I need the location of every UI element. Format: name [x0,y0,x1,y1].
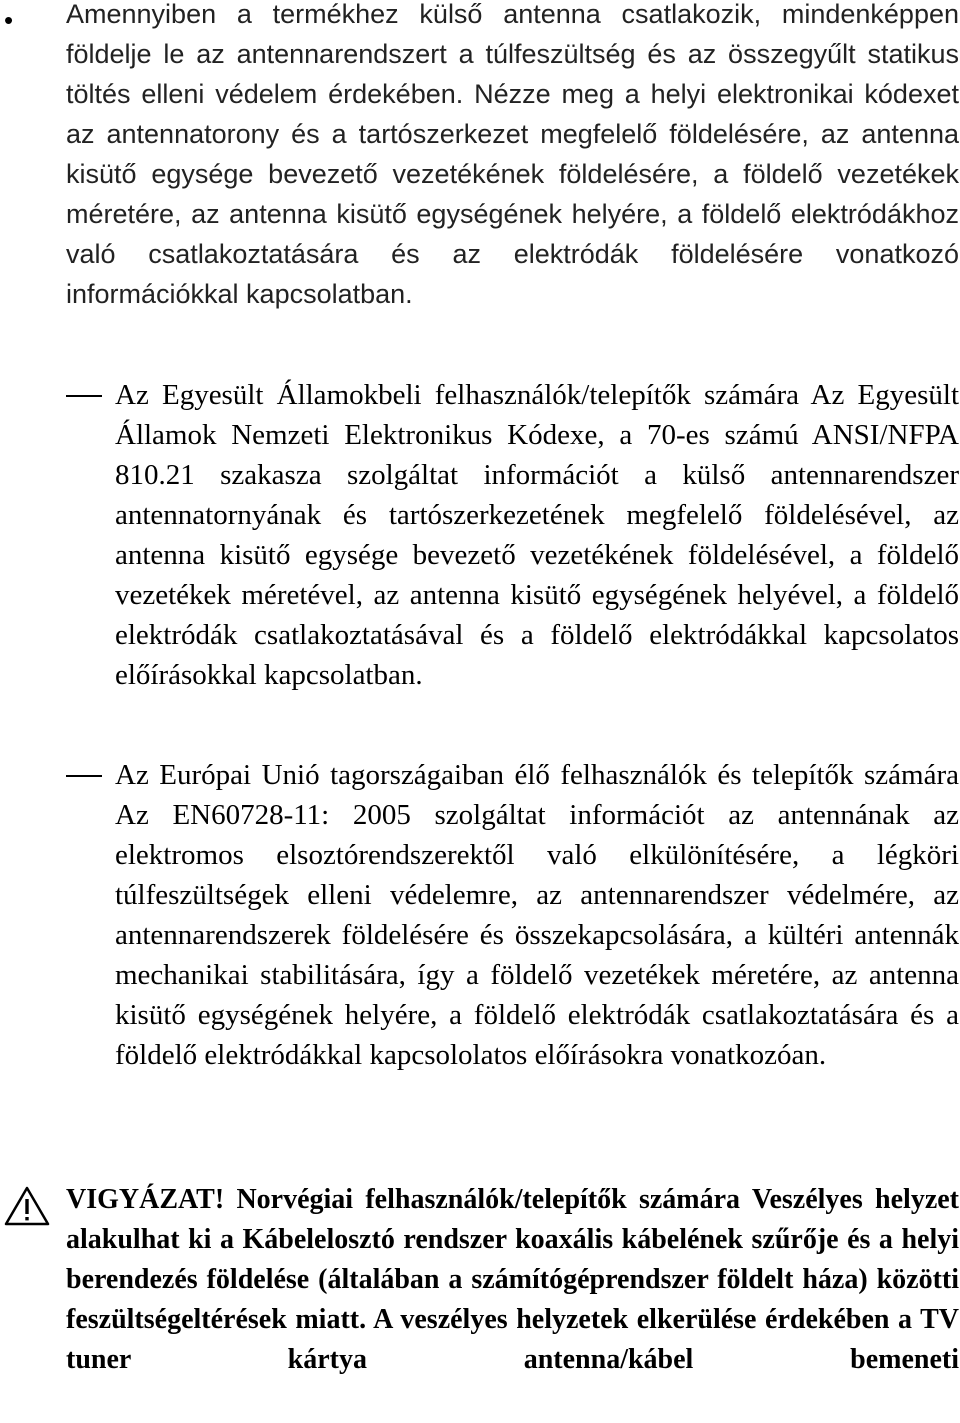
dash-marker [66,395,102,397]
warning-paragraph: VIGYÁZAT! Norvégiai felhasználók/telepítők számára Veszélyes helyzet alakulhat ki a Kábelelosztó rendszer koaxális kábelének szűrője és a helyi berendezés földelése (általában a számítógéprendszer földelt háza) közötti feszültségeltérések miatt. A veszélyes helyzetek elkerülése érdekében a TV tuner kártya antenna/kábel bemeneti [66,1184,959,1375]
sub-paragraph-eu: Az Európai Unió tagországaiban élő felhasználók és telepítők számára Az EN60728-11: 2005 szolgáltat információt az antennának az elektromos elsoztórendszerektől való elkülönítésére, a légköri túlfeszültségek elleni védelemre, az antennarendszer védelmére, az antennarendszerek földelésére és összekapcsolására, a kültéri antennák mechanikai stabilitására, így a földelő vezetékek méretére, az antenna kisütő egységének helyére, a földelő elektródák csatlakoztatására és a földelő elektródákkal kapcsololatos előírásokra vonatkozóan. [115,759,959,1071]
main-paragraph: Amennyiben a termékhez külső antenna csatlakozik, mindenképpen földelje le az antennarendszert a túlfeszültség és az összegyűlt statikus töltés elleni védelem érdekében. Nézze meg a helyi elektronikai kódexet az antennatorony és a tartószerkezet megfelelő földelésére, az antenna kisütő egysége bevezető vezetékének földelésére, a földelő vezetékek méretére, az antenna kisütő egységének helyére, a földelő elektródákhoz való csatlakoztatására és az elektródák földelésére vonatkozó információkkal kapcsolatban. [66,0,959,309]
warning-triangle-icon [4,1186,50,1226]
dash-marker [66,775,102,777]
bullet-marker: • [4,5,14,35]
sub-paragraph-usa: Az Egyesült Államokbeli felhasználók/telepítők számára Az Egyesült Államok Nemzeti Elektronikus Kódexe, a 70-es számú ANSI/NFPA 810.21 szakasza szolgáltat információt a külső antennarendszer antennatornyának és tartószerkezetének megfelelő földelésével, az antenna kisütő egysége bevezető vezetékének földelésével, a földelő vezetékek méretével, az antenna kisütő egységének helyével, a földelő elektródák csatlakoztatásával és a földelő elektródákkal kapcsolatos előírásokkal kapcsolatban. [115,379,959,691]
